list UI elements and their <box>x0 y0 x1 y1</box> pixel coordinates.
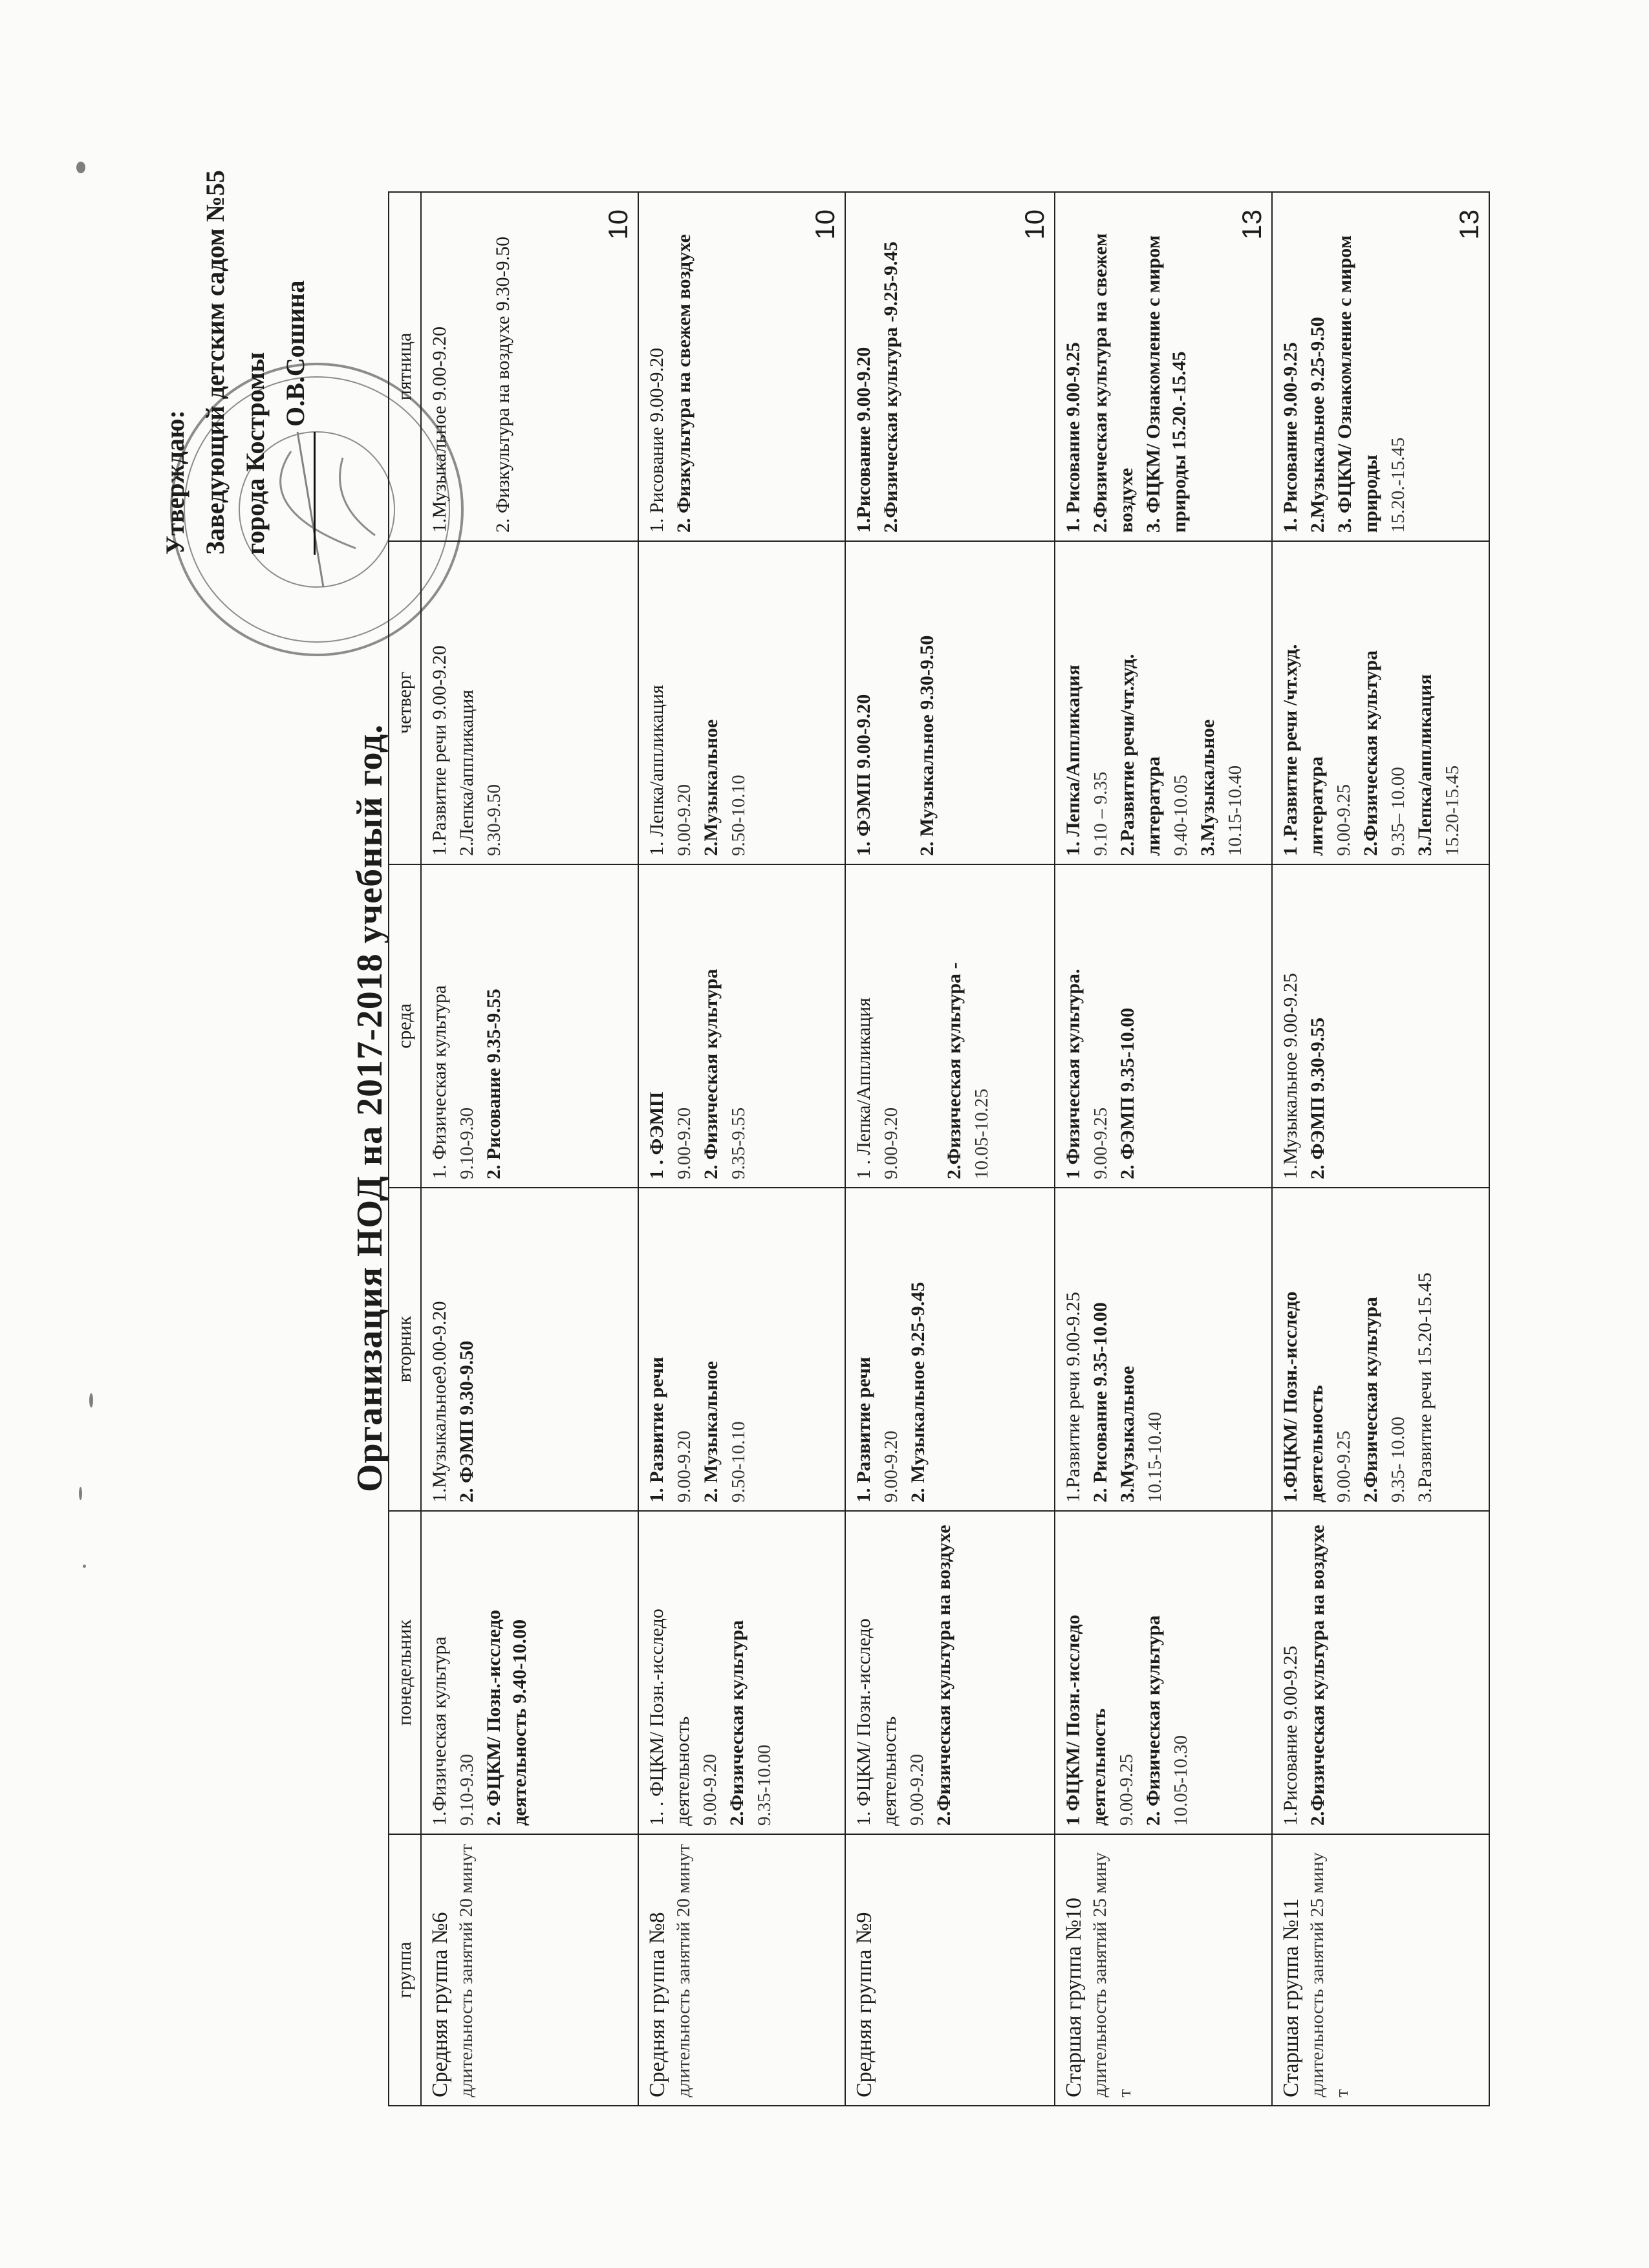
activity-item: 1.Рисование 9.00-9.25 <box>1280 1645 1301 1826</box>
table-row <box>638 192 845 2106</box>
group-cell <box>421 1834 638 2106</box>
activity-item: 3.Музыкальное <box>1197 719 1218 856</box>
day-cell-tuesday <box>638 1188 845 1511</box>
activity-time: 9.00-9.20 <box>881 1430 901 1503</box>
activity-item: 1 Физическая культура. <box>1062 968 1084 1179</box>
cell-spacer <box>905 873 942 1179</box>
group-name: Старшая группа №10 <box>1062 1898 1086 2097</box>
day-cell-wednesday <box>1272 864 1489 1188</box>
activity-time: 9.35-9.55 <box>728 1107 749 1179</box>
activity-time: 10.15-10.40 <box>1225 765 1245 856</box>
activity-item: 2.Физическая культура на воздухе <box>1307 1524 1328 1826</box>
activity-time: 9.00-9.25 <box>1090 1107 1111 1179</box>
activity-item: 1.Музыкальное 9.00-9.25 <box>1280 972 1301 1179</box>
activity-time: 9.50-10.10 <box>728 1421 749 1503</box>
activity-time: 9.00-9.20 <box>674 1107 695 1179</box>
activity-item: 3.Развитие речи 15.20-15.45 <box>1414 1272 1436 1503</box>
activity-item: 1.Развитие речи 9.00-9.25 <box>1062 1292 1084 1503</box>
activity-item: 2. ФЦКМ/ Позн.-исследо деятельность 9.40-10.00 <box>483 1609 530 1826</box>
schedule-table <box>388 191 1490 2106</box>
activity-time: 9.35– 10.00 <box>1388 767 1408 856</box>
activity-item: 2.Физическая культура - <box>943 962 965 1179</box>
approval-signer: О.В.Сошина <box>281 280 310 427</box>
approval-position: Заведующий детским садом №55 <box>200 170 230 555</box>
activity-item: 1. Развитие речи <box>853 1356 874 1503</box>
activity-time: 10.05-10.30 <box>1170 1735 1191 1826</box>
header-friday: пятница <box>389 192 421 541</box>
activity-time: 9.35- 10.00 <box>1388 1417 1408 1503</box>
day-cell-friday <box>845 192 1055 541</box>
activity-item: 2. Музыкальное 9.25-9.45 <box>907 1281 929 1503</box>
activity-time: 10.15-10.40 <box>1145 1411 1165 1503</box>
activity-item: 1. Физическая культура <box>429 985 450 1179</box>
weekly-total: 13 <box>1236 209 1267 240</box>
approval-signature-line <box>275 219 316 555</box>
group-name: Средняя группа №8 <box>645 1912 669 2097</box>
activity-item: 1 ФЦКМ/ Позн.-исследо деятельность <box>1062 1614 1110 1826</box>
activity-item: 1. Рисование 9.00-9.25 <box>1280 342 1301 533</box>
day-cell-thursday <box>845 541 1055 864</box>
activity-time: 9.00-9.25 <box>1333 784 1354 856</box>
schedule-body <box>421 192 1489 2106</box>
activity-time: 9.00-9.20 <box>881 1107 901 1179</box>
activity-time: 9.40-10.05 <box>1170 775 1191 856</box>
group-duration: длительность занятий 20 минут <box>673 1844 694 2097</box>
group-cell <box>1055 1834 1272 2106</box>
group-cell <box>1272 1834 1489 2106</box>
group-name: Средняя группа №6 <box>428 1912 452 2097</box>
day-cell-thursday <box>421 541 638 864</box>
activity-item: 2. ФЭМП 9.35-10.00 <box>1117 1007 1138 1179</box>
day-cell-wednesday <box>1055 864 1272 1188</box>
activity-item: 2. Физическая культура <box>1143 1615 1164 1826</box>
activity-item: 1 . ФЭМП <box>646 1091 667 1179</box>
table-row <box>845 192 1055 2106</box>
activity-item: 1 . Лепка/Аппликация <box>853 998 874 1179</box>
header-group: группа <box>389 1834 421 2106</box>
activity-item: 1. Лепка/Аппликация <box>1062 665 1084 856</box>
weekly-total: 10 <box>810 209 840 240</box>
cell-spacer <box>878 550 914 856</box>
activity-time: 9.10-9.30 <box>457 1107 477 1179</box>
table-header-row <box>389 192 421 2106</box>
activity-item: 1.Рисование 9.00-9.20 <box>853 347 874 533</box>
group-cell <box>845 1834 1055 2106</box>
activity-time: 9.50-10.10 <box>728 775 749 856</box>
day-cell-friday <box>421 192 638 541</box>
header-monday: понедельник <box>389 1511 421 1834</box>
day-cell-friday <box>1272 192 1489 541</box>
activity-item: 3. ФЦКМ/ Ознакомление с миром природы <box>1334 235 1381 533</box>
day-cell-monday <box>845 1511 1055 1834</box>
activity-item: 1. . ФЦКМ/ Позн.-исследо деятельность <box>646 1609 693 1826</box>
activity-item: 2.Физическая культура <box>726 1620 748 1826</box>
activity-time: 9.30-9.50 <box>484 784 504 856</box>
activity-item: 2. ФЭМП 9.30-9.55 <box>1307 1017 1328 1179</box>
weekly-total: 13 <box>1454 209 1484 240</box>
activity-item: 2.Физическая культура <box>1360 1296 1381 1503</box>
activity-item: 1. Развитие речи <box>646 1356 667 1503</box>
day-cell-friday <box>638 192 845 541</box>
activity-item: 1. Лепка/аппликация <box>646 685 667 856</box>
day-cell-monday <box>421 1511 638 1834</box>
activity-item: 3. ФЦКМ/ Ознакомление с миром природы 15.20.-15.45 <box>1143 235 1190 533</box>
activity-item: 2. Рисование 9.35-9.55 <box>483 989 504 1179</box>
day-cell-tuesday <box>1055 1188 1272 1511</box>
activity-item: 1. Рисование 9.00-9.20 <box>646 347 667 533</box>
activity-time: 15.20.-15.45 <box>1388 437 1408 533</box>
day-cell-friday <box>1055 192 1272 541</box>
activity-item: 2.Физическая культура -9.25-9.45 <box>880 241 901 533</box>
activity-item: 1. Рисование 9.00-9.25 <box>1062 342 1084 533</box>
group-name: Старшая группа №11 <box>1279 1898 1303 2097</box>
activity-item: 2. Рисование 9.35-10.00 <box>1090 1302 1111 1503</box>
group-name: Средняя группа №9 <box>852 1912 876 2097</box>
approval-label: Утверждаю: <box>160 410 189 555</box>
day-cell-monday <box>638 1511 845 1834</box>
activity-item: 1. ФЦКМ/ Позн.-исследо деятельность <box>853 1618 900 1826</box>
activity-item: 2.Физическая культура на свежем воздухе <box>1090 233 1137 533</box>
activity-time: 9.00-9.20 <box>674 1430 695 1503</box>
activity-time: 9.00-9.20 <box>674 784 695 856</box>
activity-item: 1.Музыкальное 9.00-9.20 <box>429 326 450 533</box>
activity-item: 2.Развитие речи/чт.худ. литература <box>1117 654 1164 856</box>
group-duration: длительность занятий 20 минут <box>456 1844 477 2097</box>
activity-item: 1. ФЭМП 9.00-9.20 <box>853 694 874 856</box>
activity-item: 2. Музыкальное <box>700 1361 722 1503</box>
activity-item: 2. Музыкальное 9.30-9.50 <box>916 635 938 856</box>
activity-item: 2. Физкультура на свежем воздухе <box>673 234 695 533</box>
activity-time: 9.35-10.00 <box>754 1744 775 1826</box>
table-row <box>1055 192 1272 2106</box>
signature-line <box>314 432 316 555</box>
day-cell-wednesday <box>845 864 1055 1188</box>
header-thursday: четверг <box>389 541 421 864</box>
activity-item: 3.Музыкальное <box>1117 1365 1138 1503</box>
activity-time: 9.00-9.25 <box>1333 1430 1354 1503</box>
header-tuesday: вторник <box>389 1188 421 1511</box>
group-duration: длительность занятий 25 мину т <box>1307 1852 1352 2097</box>
activity-item: 1.Физическая культура <box>429 1636 450 1826</box>
day-cell-monday <box>1055 1511 1272 1834</box>
activity-time: 10.05-10.25 <box>971 1088 992 1179</box>
group-duration: длительность занятий 25 мину т <box>1090 1852 1135 2097</box>
day-cell-thursday <box>638 541 845 864</box>
activity-item: 2.Лепка/аппликация <box>456 689 477 856</box>
activity-item: 2. Физическая культура <box>700 968 722 1179</box>
day-cell-monday <box>1272 1511 1489 1834</box>
activity-item: 1.ФЦКМ/ Позн.-исследо деятельность <box>1280 1291 1327 1503</box>
weekly-total: 10 <box>1019 209 1050 240</box>
activity-item: 1.Развитие речи 9.00-9.20 <box>429 645 450 856</box>
activity-item: 2. Физкультура на воздухе 9.30-9.50 <box>492 237 513 533</box>
day-cell-thursday <box>1055 541 1272 864</box>
cell-spacer <box>454 200 490 533</box>
activity-item: 2.Физическая культура <box>1360 650 1381 856</box>
table-row <box>1272 192 1489 2106</box>
approval-block <box>155 170 316 555</box>
activity-time: 9.10-9.30 <box>457 1753 477 1826</box>
activity-item: 2.Физическая культура на воздухе <box>933 1524 954 1826</box>
day-cell-wednesday <box>421 864 638 1188</box>
approval-city: города Костромы <box>241 352 270 555</box>
activity-item: 1 .Развитие речи /чт.худ. литература <box>1280 644 1327 856</box>
day-cell-thursday <box>1272 541 1489 864</box>
activity-time: 9.00-9.20 <box>907 1753 927 1826</box>
schedule-table-wrapper <box>388 191 1490 2106</box>
day-cell-tuesday <box>421 1188 638 1511</box>
day-cell-tuesday <box>845 1188 1055 1511</box>
activity-item: 2. ФЭМП 9.30-9.50 <box>456 1340 477 1503</box>
activity-time: 9.00-9.20 <box>700 1753 720 1826</box>
group-cell <box>638 1834 845 2106</box>
header-wednesday: среда <box>389 864 421 1188</box>
day-cell-tuesday <box>1272 1188 1489 1511</box>
document-title: Организация НОД на 2017-2018 учебный год. <box>350 723 390 1492</box>
activity-item: 2.Музыкальное <box>700 719 722 856</box>
activity-item: 3.Лепка/аппликация <box>1414 674 1436 856</box>
activity-time: 9.10 – 9.35 <box>1090 771 1111 856</box>
activity-item: 2.Музыкальное 9.25-9.50 <box>1307 317 1328 533</box>
activity-time: 15.20-15.45 <box>1442 765 1463 856</box>
table-row <box>421 192 638 2106</box>
activity-time: 9.00-9.25 <box>1116 1753 1137 1826</box>
day-cell-wednesday <box>638 864 845 1188</box>
activity-item: 1.Музыкальное9.00-9.20 <box>429 1301 450 1503</box>
weekly-total: 10 <box>603 209 633 240</box>
